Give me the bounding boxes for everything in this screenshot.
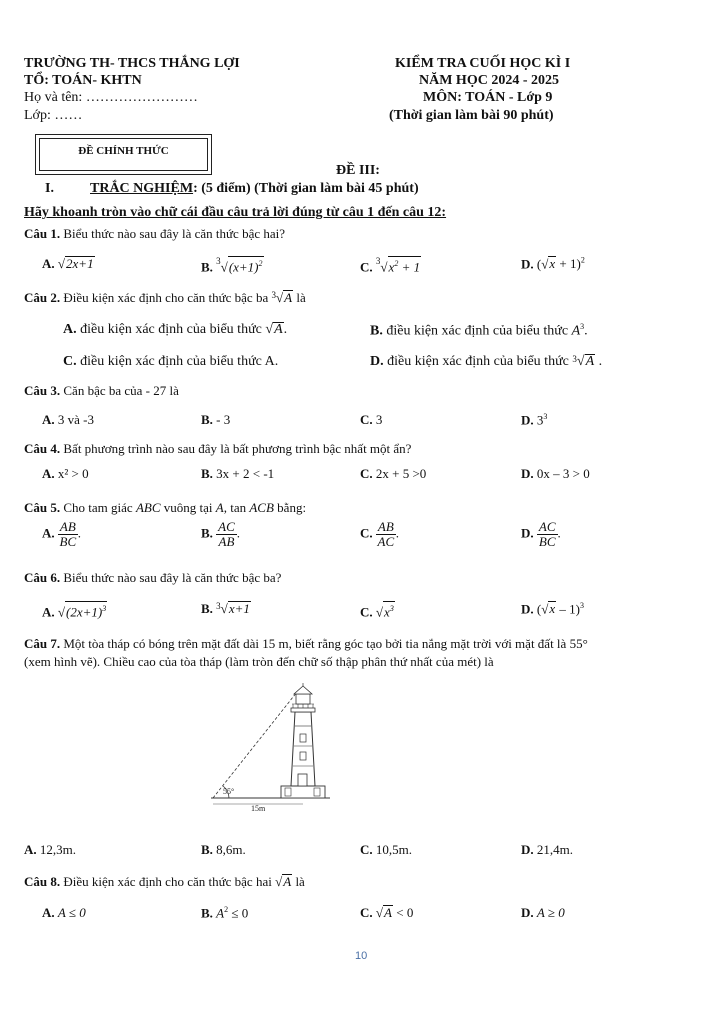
option-value: 12,3m. <box>39 842 77 857</box>
school-name: TRƯỜNG TH- THCS THẮNG LỢI <box>24 56 240 71</box>
question-text: Căn bậc ba của - 27 là <box>63 383 179 398</box>
option-label: B. <box>201 601 213 616</box>
q3-option-b[interactable] <box>201 412 230 428</box>
section-number: I. <box>45 181 54 196</box>
q8-option-b[interactable]: B. $A^2 \le 0$ <box>201 905 249 921</box>
question-label: Câu 2. <box>24 290 61 305</box>
option-label: B. <box>201 905 213 921</box>
option-label: A. <box>42 525 55 541</box>
option-label: A. <box>42 466 55 481</box>
option-label: D. <box>521 256 534 272</box>
question-label: Câu 7. <box>24 636 61 651</box>
option-text: điều kiện xác định của biểu thức <box>387 354 569 369</box>
option-value: 3x + 2 < -1 <box>216 466 275 481</box>
option-value: (x+1) <box>228 259 259 275</box>
option-label: C. <box>360 466 373 481</box>
q4-option-c[interactable] <box>360 466 426 482</box>
numerator: AB <box>59 519 76 534</box>
option-value: 0x – 3 > 0 <box>536 466 590 481</box>
option-value: x <box>549 256 556 272</box>
q4-option-a[interactable] <box>42 466 89 482</box>
option-value: x <box>549 601 556 617</box>
subject: MÔN: TOÁN - Lớp 9 <box>423 90 553 105</box>
option-value: < 0 <box>396 905 414 920</box>
question-3 <box>24 383 179 399</box>
question-text: Biểu thức nào sau đây là căn thức bậc ba? <box>63 570 282 585</box>
school-year: NĂM HỌC 2024 - 2025 <box>419 73 559 88</box>
q1-option-c[interactable] <box>360 256 421 275</box>
fraction <box>58 520 78 549</box>
section-heading <box>90 181 419 197</box>
q3-option-d[interactable]: D. $3^3$ <box>521 412 548 428</box>
option-label: A. <box>63 322 77 337</box>
q7-option-b[interactable] <box>201 842 246 858</box>
option-value: 3 <box>536 412 544 428</box>
option-label: C. <box>63 354 77 369</box>
question-8: Câu 8. Điều kiện xác định cho căn thức bậc hai √A là <box>24 874 305 889</box>
question-label: Câu 6. <box>24 570 61 585</box>
option-label: D. <box>521 905 534 920</box>
sqrt-sign: √ <box>220 259 228 275</box>
question-text: , tan <box>223 500 247 515</box>
option-text: điều kiện xác định của biểu thức <box>80 322 262 337</box>
q4-option-d[interactable] <box>521 466 590 482</box>
option-label: B. <box>370 323 383 339</box>
option-label: B. <box>201 412 213 427</box>
question-text: Bất phương trình nào sau đây là bất phương trình bậc nhất một ẩn? <box>63 441 412 456</box>
q6-option-c[interactable]: C. $√x^3$ <box>360 601 395 620</box>
option-label: A. <box>24 842 37 857</box>
question-6 <box>24 570 281 586</box>
option-label: D. <box>521 525 534 541</box>
q6-option-a[interactable]: A. $√(2x+1)^3$ <box>42 601 107 620</box>
q1-option-d[interactable]: D. $(√x + 1)^2$ <box>521 256 585 272</box>
option-label: D. <box>521 466 534 481</box>
option-value: (2x+1) <box>66 604 103 620</box>
option-label: D. <box>370 354 384 369</box>
option-label: A. <box>42 412 55 427</box>
question-7 <box>24 636 588 652</box>
numerator: AC <box>218 519 235 534</box>
option-label: C. <box>360 842 373 857</box>
option-label: D. <box>521 412 534 428</box>
question-label: Câu 4. <box>24 441 61 456</box>
option-label: C. <box>360 604 373 620</box>
option-value: 2x + 5 >0 <box>375 466 427 481</box>
q8-option-d[interactable] <box>521 905 565 921</box>
option-value: 10,5m. <box>375 842 413 857</box>
q2-option-b[interactable]: B. điều kiện xác định của biểu thức $A^3$. <box>370 322 588 339</box>
math-abc: ABC <box>135 500 161 515</box>
option-value: ≤ 0 <box>231 905 249 921</box>
department: TỔ: TOÁN- KHTN <box>24 73 142 88</box>
q4-option-b[interactable] <box>201 466 274 482</box>
question-text: Cho tam giác <box>63 500 133 515</box>
option-value: 2x+1 <box>66 256 94 271</box>
question-7-line2: (xem hình vẽ). Chiều cao của tòa tháp (làm tròn đến chữ số thập phân thứ nhất của mét) là <box>24 654 494 669</box>
option-label: D. <box>521 601 534 617</box>
question-text: Biểu thức nào sau đây là căn thức bậc hai? <box>63 226 286 241</box>
denominator: AB <box>218 534 235 549</box>
denominator: AC <box>377 534 395 549</box>
q6-option-d[interactable]: D. (√x – 1)$^3$ <box>521 601 584 617</box>
q7-option-a[interactable] <box>24 842 76 858</box>
option-label: C. <box>360 412 373 427</box>
question-text: bằng: <box>277 500 307 515</box>
question-text: Điều kiện xác định cho căn thức bậc ba <box>63 290 269 305</box>
option-label: B. <box>201 525 213 541</box>
q3-option-c[interactable] <box>360 412 382 428</box>
q7-option-c[interactable] <box>360 842 412 858</box>
option-value: - 3 <box>216 412 231 427</box>
exam-duration: (Thời gian làm bài 90 phút) <box>389 108 554 123</box>
q5-option-d[interactable]: D. $\frac{AC}{BC}$ . <box>521 519 561 549</box>
exam-code: ĐỀ III: <box>336 163 380 178</box>
student-name-line: Họ và tên: …………………… <box>24 90 198 105</box>
question-4 <box>24 441 411 457</box>
option-text: điều kiện xác định của biểu thức A. <box>80 354 279 369</box>
option-label: B. <box>201 842 213 857</box>
option-value: 3 và -3 <box>57 412 94 427</box>
denominator: BC <box>538 534 556 549</box>
q6-option-b[interactable]: B. $^3$√x+1 <box>201 601 250 616</box>
lighthouse-figure <box>205 682 345 812</box>
option-value: 8,6m. <box>216 842 246 857</box>
instruction: Hãy khoanh tròn vào chữ cái đầu câu trả lời đúng từ câu 1 đến câu 12: <box>24 205 447 220</box>
math-acb: ACB <box>249 500 274 515</box>
question-text: Điều kiện xác định cho căn thức bậc hai <box>63 874 272 889</box>
math-a: A <box>215 500 224 515</box>
option-value: x+1 <box>228 601 250 616</box>
option-value: x <box>384 604 390 620</box>
root-index: 3 <box>216 256 221 266</box>
option-value: x <box>388 259 395 275</box>
question-text: vuông tại <box>163 500 213 515</box>
section-detail: : (5 điểm) (Thời gian làm bài 45 phút) <box>193 181 419 196</box>
option-label: D. <box>521 842 534 857</box>
q8-option-a[interactable] <box>42 905 86 921</box>
question-label: Câu 5. <box>24 500 61 515</box>
question-label: Câu 8. <box>24 874 61 889</box>
q5-option-c[interactable]: C. $\frac{AB}{AC}$ . <box>360 519 400 549</box>
option-label: B. <box>201 259 213 275</box>
q3-option-a[interactable] <box>42 412 94 428</box>
option-value: A ≥ 0 <box>536 905 565 920</box>
shadow-length-label: 15m <box>251 804 266 812</box>
option-label: A. <box>42 256 55 271</box>
official-exam-box <box>35 134 212 175</box>
q5-option-a[interactable]: A. $\frac{AB}{BC}$ . <box>42 519 82 549</box>
q1-option-a[interactable] <box>42 256 95 272</box>
fraction <box>216 520 237 549</box>
numerator: AC <box>538 519 556 534</box>
option-label: B. <box>201 466 213 481</box>
denominator: BC <box>59 534 77 549</box>
q2-option-a[interactable]: A. điều kiện xác định của biểu thức √A. <box>63 322 288 337</box>
option-text: điều kiện xác định của biểu thức <box>386 323 569 339</box>
class-line: Lớp: …… <box>24 108 83 123</box>
official-exam-label: ĐỀ CHÍNH THỨC <box>39 138 208 171</box>
question-1 <box>24 226 285 242</box>
q5-option-b[interactable]: B. $\frac{AC}{AB}$ . <box>201 519 241 549</box>
section-title: TRẮC NGHIỆM <box>90 181 194 196</box>
option-label: C. <box>360 525 373 541</box>
question-5 <box>24 500 306 516</box>
option-label: A. <box>42 604 55 620</box>
q7-option-d[interactable] <box>521 842 573 858</box>
option-value-wrap: $x^2 + 1$ <box>388 256 422 274</box>
q8-option-c[interactable]: C. √A < 0 <box>360 905 414 920</box>
sqrt-sign: √ <box>57 256 66 271</box>
option-label: C. <box>360 259 373 275</box>
numerator: AB <box>377 519 394 534</box>
page-number: 10 <box>355 950 368 962</box>
question-text: Một tòa tháp có bóng trên mặt đất dài 15 m, biết rằng góc tạo bởi tia nắng mặt trời với mặt đất là 55° <box>63 636 588 651</box>
angle-label: 55° <box>223 787 235 796</box>
question-label: Câu 3. <box>24 383 61 398</box>
option-label: C. <box>360 905 373 920</box>
fraction <box>376 520 396 549</box>
q2-option-c[interactable] <box>63 354 278 370</box>
option-label: A. <box>42 905 55 920</box>
q2-option-d[interactable]: D. điều kiện xác định của biểu thức $^3$√A . <box>370 354 603 369</box>
sqrt-sign: √ <box>380 259 388 275</box>
q1-option-b[interactable] <box>201 256 264 275</box>
question-tail: là <box>295 874 305 889</box>
option-value: 3 <box>375 412 383 427</box>
root-index: 3 <box>375 256 381 266</box>
question-2: Câu 2. Điều kiện xác định cho căn thức bậc ba $^3$√A là <box>24 290 306 305</box>
exam-title: KIỂM TRA CUỐI HỌC KÌ I <box>395 56 571 71</box>
option-value: x² > 0 <box>57 466 89 481</box>
question-tail: là <box>296 290 306 305</box>
question-label: Câu 1. <box>24 226 61 241</box>
option-value: A ≤ 0 <box>57 905 86 920</box>
option-value: 21,4m. <box>536 842 574 857</box>
fraction <box>537 520 558 549</box>
option-value-wrap: $(x+1)^2$ <box>228 256 264 274</box>
